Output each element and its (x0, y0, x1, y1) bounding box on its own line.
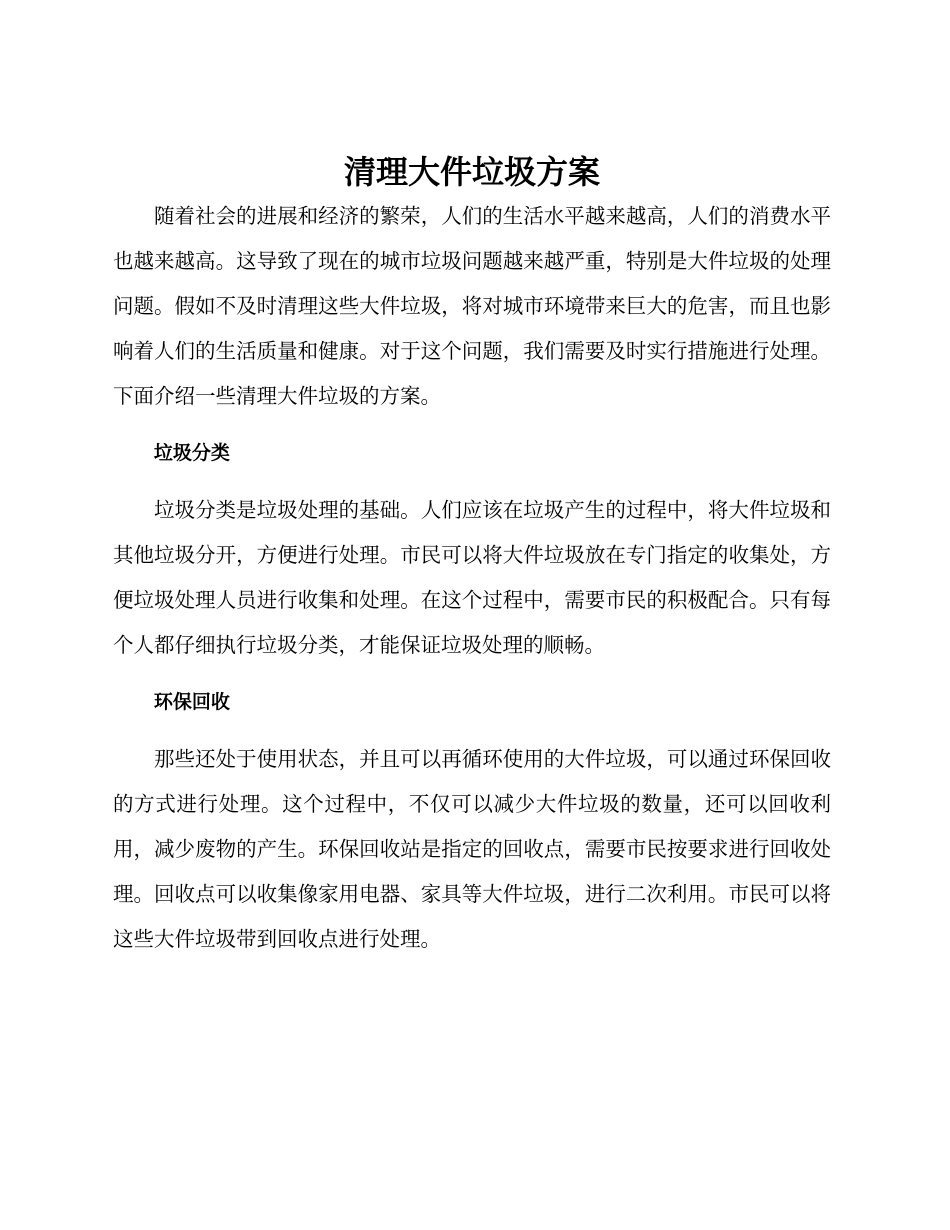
section-spacer (113, 725, 831, 737)
section-heading-recycling: 环保回收 (153, 691, 230, 713)
section-spacer (113, 668, 831, 680)
section-heading-sorting: 垃圾分类 (153, 442, 230, 464)
document-page (113, 150, 831, 962)
section-body-recycling: 那些还处于使用状态，并且可以再循环使用的大件垃圾，可以通过环保回收的方式进行处理。这个过程中，不仅可以减少大件垃圾的数量，还可以回收利用，减少废物的产生。环保回收站是指定的回收点，需要市民按要求进行回收处理。回收点可以收集像家用电器、家具等大件垃圾，进行二次利用。市民可以将这些大件垃圾带到回收点进行处理。 (113, 747, 831, 951)
intro-paragraph: 随着社会的进展和经济的繁荣，人们的生活水平越来越高，人们的消费水平也越来越高。这导致了现在的城市垃圾问题越来越严重，特别是大件垃圾的处理问题。假如不及时清理这些大件垃圾，将对城市环境带来巨大的危害，而且也影响着人们的生活质量和健康。对于这个问题，我们需要及时实行措施进行处理。下面介绍一些清理大件垃圾的方案。 (113, 204, 831, 408)
section-spacer (113, 419, 831, 431)
section-body-sorting: 垃圾分类是垃圾处理的基础。人们应该在垃圾产生的过程中，将大件垃圾和其他垃圾分开，方便进行处理。市民可以将大件垃圾放在专门指定的收集处，方便垃圾处理人员进行收集和处理。在这个过程中，需要市民的积极配合。只有每个人都仔细执行垃圾分类，才能保证垃圾处理的顺畅。 (113, 498, 831, 657)
section-spacer (113, 476, 831, 488)
document-title: 清理大件垃圾方案 (343, 153, 600, 191)
